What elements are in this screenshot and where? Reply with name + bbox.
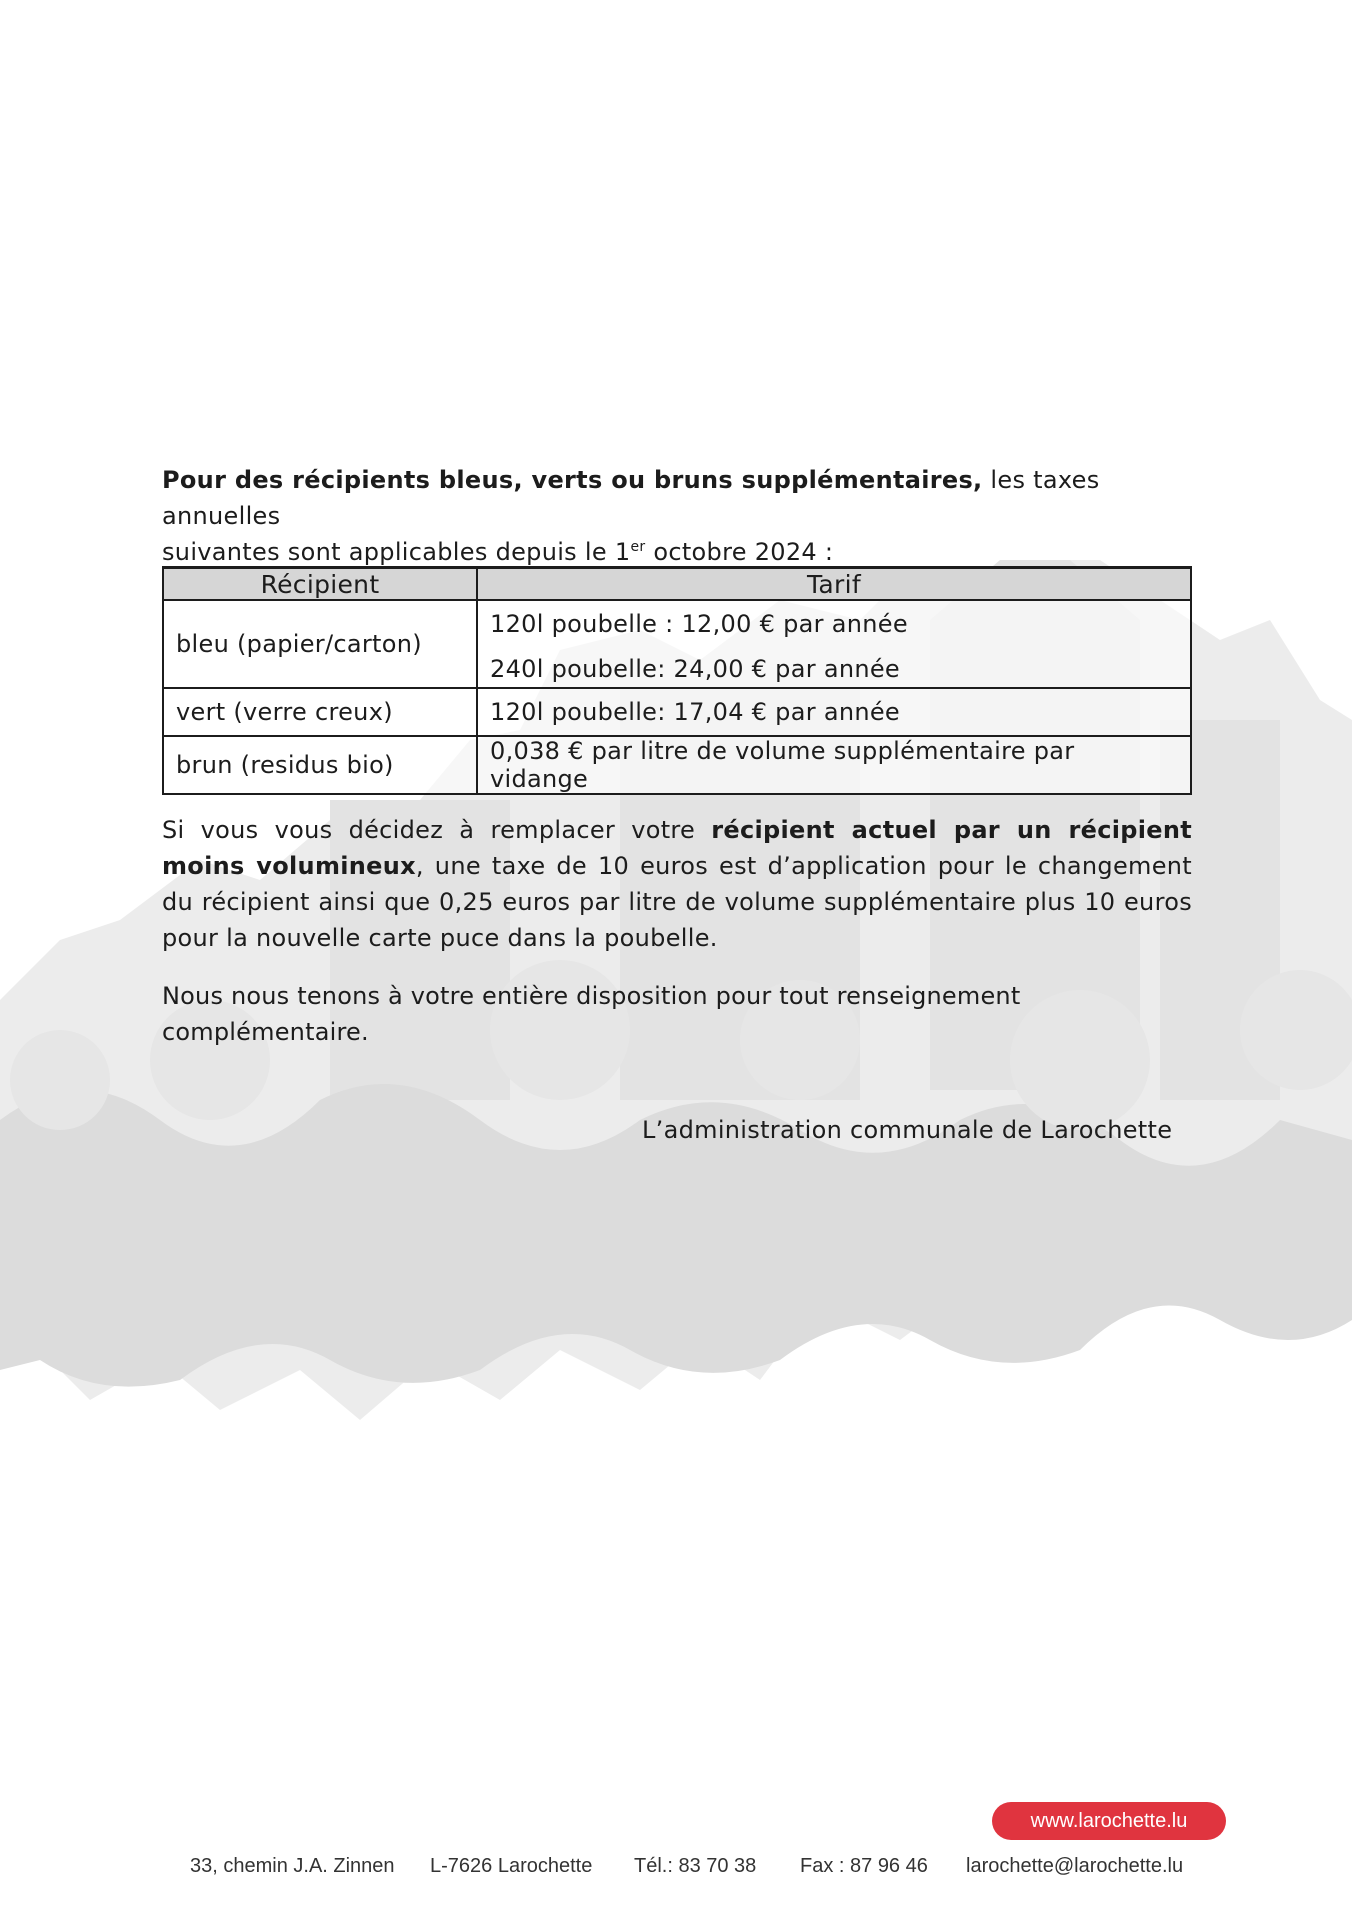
cell-recipient: brun (residus bio) — [163, 736, 477, 794]
footer-address: 33, chemin J.A. Zinnen — [190, 1855, 395, 1877]
footer-tel: Tél.: 83 70 38 — [634, 1855, 757, 1877]
table-header-row — [163, 568, 1191, 601]
para2-end: , une taxe de 10 euros est d’application pour le changement du récipient ainsi que 0,25 euros par litre de volume supplémentaire plus 10 euros pour la nouvelle carte puce dans la poubelle. — [162, 852, 1192, 952]
intro-paragraph — [162, 462, 1192, 570]
footer-fax: Fax : 87 96 46 — [800, 1855, 928, 1877]
tariff-table — [162, 566, 1192, 795]
table-row — [163, 736, 1191, 794]
cell-recipient: vert (verre creux) — [163, 688, 477, 736]
intro-line2-start: suivantes sont applicables depuis le 1 — [162, 538, 631, 566]
footer-email[interactable]: larochette@larochette.lu — [966, 1855, 1184, 1877]
cell-tarif: 0,038 € par litre de volume supplémentaire par vidange — [477, 736, 1191, 794]
para2-bold: récipient actuel par un récipient moins volumineux — [162, 816, 1192, 880]
website-link[interactable]: www.larochette.lu — [992, 1802, 1226, 1840]
table-row — [163, 600, 1191, 688]
header-tarif: Tarif — [477, 568, 1191, 601]
para2-start: Si vous vous décidez à remplacer votre — [162, 816, 712, 844]
closing-paragraph: Nous nous tenons à votre entière disposition pour tout renseignement complémentaire. — [162, 982, 1021, 1046]
intro-bold-lead: Pour des récipients bleus, verts ou bruns supplémentaires, — [162, 466, 983, 494]
intro-superscript: er — [630, 539, 646, 555]
intro-rest: les taxes annuelles — [162, 466, 1100, 530]
letter-body — [162, 462, 1192, 1144]
intro-line2-end: octobre 2024 : — [645, 538, 834, 566]
cell-recipient: bleu (papier/carton) — [163, 600, 477, 688]
footer — [0, 1855, 1352, 1885]
tarif-line: 240l poubelle: 24,00 € par année — [490, 655, 900, 683]
signature: L’administration communale de Larochette — [642, 1116, 1173, 1144]
cell-tarif: 120l poubelle: 17,04 € par année — [477, 688, 1191, 736]
replacement-paragraph — [162, 812, 1192, 956]
tarif-line: 120l poubelle : 12,00 € par année — [490, 610, 908, 638]
cell-tarif — [477, 600, 1191, 688]
footer-postal: L-7626 Larochette — [430, 1855, 593, 1877]
table-row — [163, 688, 1191, 736]
header-recipient: Récipient — [163, 568, 477, 601]
